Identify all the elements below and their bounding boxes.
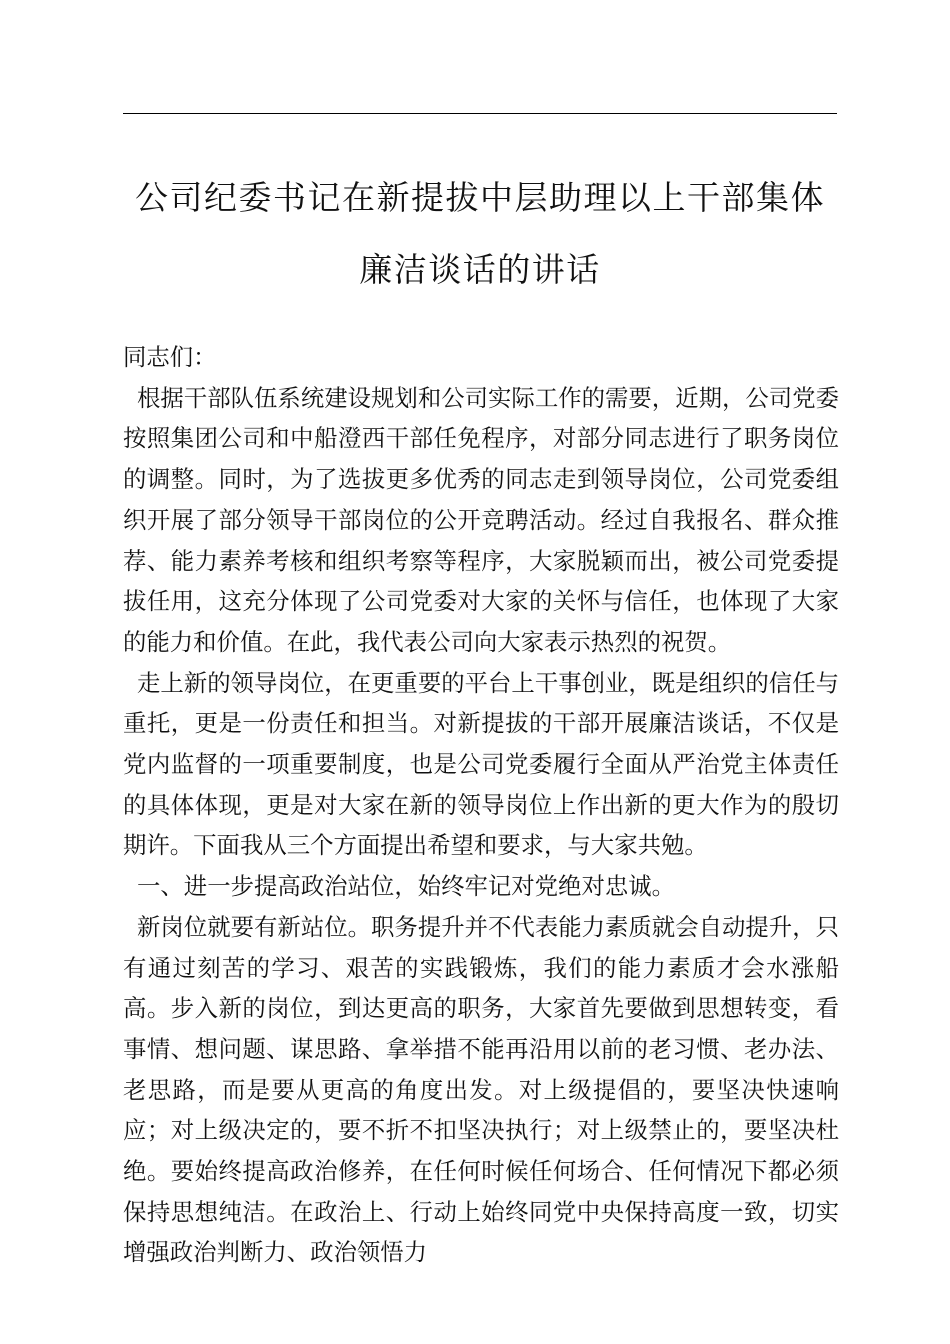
- paragraph-2: 走上新的领导岗位，在更重要的平台上干事创业，既是组织的信任与重托，更是一份责任和担当。对新提拔的干部开展廉洁谈话，不仅是党内监督的一项重要制度，也是公司党委履行全面从严治党主体责任的具体体现，更是对大家在新的领导岗位上作出新的更大作为的殷切期许。下面我从三个方面提出希望和要求，与大家共勉。: [123, 668, 839, 860]
- document-title-line-2: 廉洁谈话的讲话: [359, 250, 601, 289]
- paragraph-1: 根据干部队伍系统建设规划和公司实际工作的需要，近期，公司党委按照集团公司和中船澄西干部任免程序，对部分同志进行了职务岗位的调整。同时，为了选拔更多优秀的同志走到领导岗位，公司党委组织开展了部分领导干部岗位的公开竞聘活动。经过自我报名、群众推荐、能力素养考核和组织考察等程序，大家脱颖而出，被公司党委提拔任用，这充分体现了公司党委对大家的关怀与信任，也体现了大家的能力和价值。在此，我代表公司向大家表示热烈的祝贺。: [123, 383, 839, 656]
- document-body: [123, 337, 839, 1273]
- paragraph-3: 新岗位就要有新站位。职务提升并不代表能力素质就会自动提升，只有通过刻苦的学习、艰苦的实践锻炼，我们的能力素质才会水涨船高。步入新的岗位，到达更高的职务，大家首先要做到思想转变，看事情、想问题、谋思路、拿举措不能再沿用以前的老习惯、老办法、老思路，而是要从更高的角度出发。对上级提倡的，要坚决快速响应；对上级决定的，要不折不扣坚决执行；对上级禁止的，要坚决杜绝。要始终提高政治修养，在任何时候任何场合、任何情况下都必须保持思想纯洁。在政治上、行动上始终同党中央保持高度一致，切实增强政治判断力、政治领悟力: [123, 912, 839, 1267]
- document-title-line-1: 公司纪委书记在新提拔中层助理以上干部集体: [135, 178, 825, 217]
- salutation: 同志们：: [123, 343, 217, 371]
- section-heading-1: 一、进一步提高政治站位，始终牢记对党绝对忠诚。: [137, 872, 676, 901]
- header-rule: [123, 113, 837, 114]
